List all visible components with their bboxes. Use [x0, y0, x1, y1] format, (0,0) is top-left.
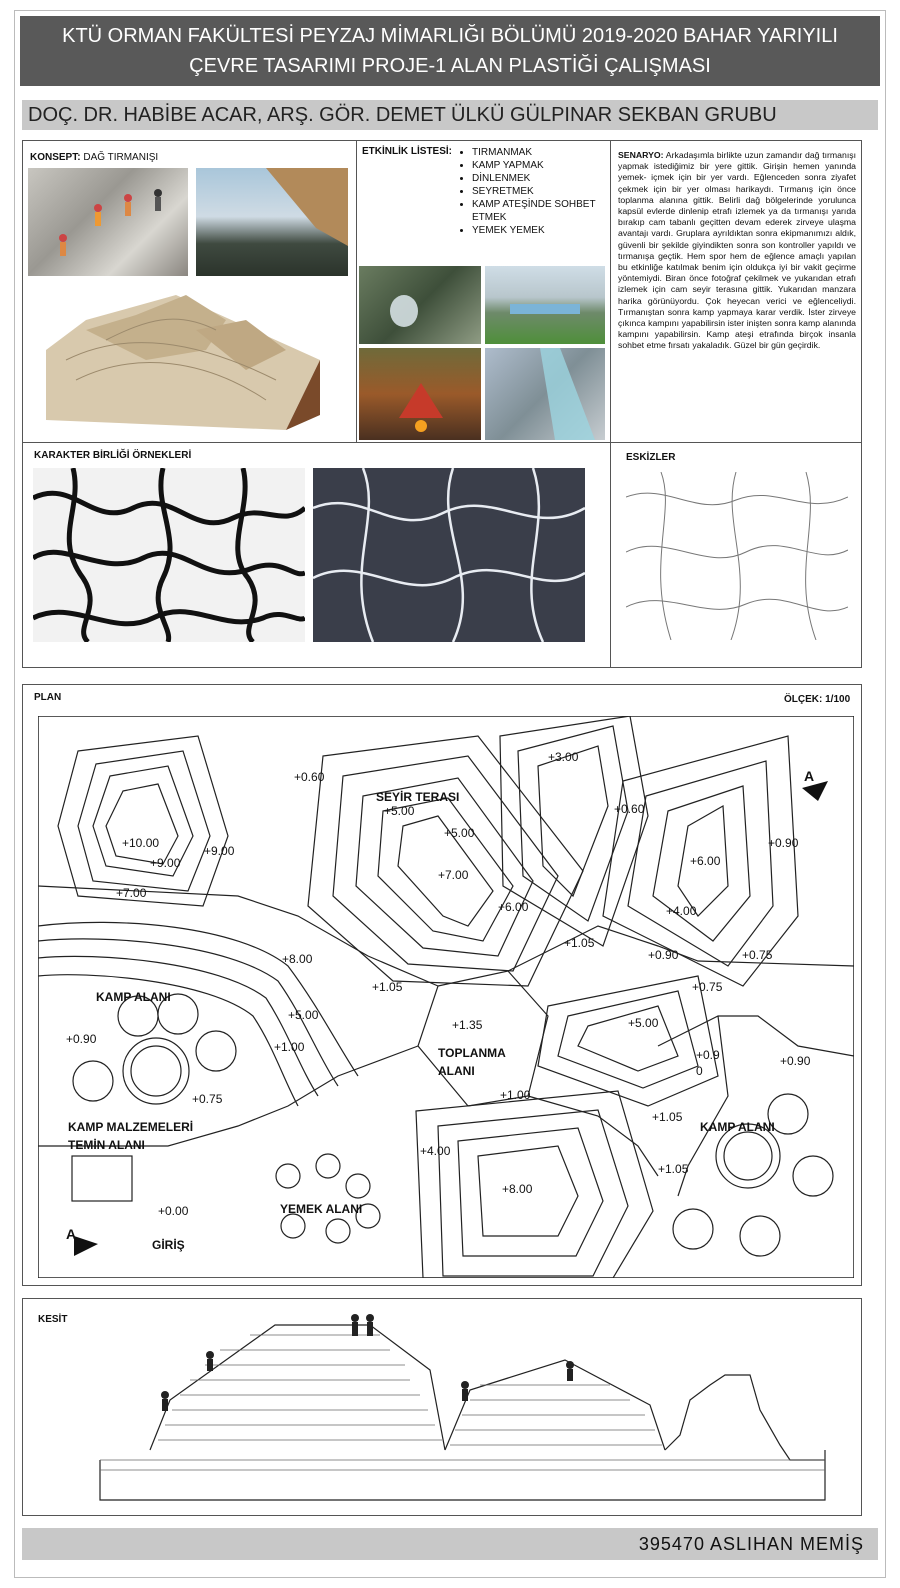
elevation-label: +5.00 — [628, 1016, 659, 1030]
activity-item: • KAMP ATEŞİNDE SOHBET ETMEK — [472, 198, 606, 224]
character-label: KARAKTER BİRLİĞİ ÖRNEKLERİ — [34, 450, 192, 461]
concept-label: KONSEPT: — [30, 152, 81, 163]
elevation-label: +4.00 — [420, 1144, 451, 1158]
glass-terrace-photo — [485, 266, 605, 344]
section-arrow-icon — [74, 1236, 98, 1256]
divider — [610, 140, 611, 668]
area-label: SEYİR TERASI — [376, 790, 460, 804]
title-line-1: KTÜ ORMAN FAKÜLTESİ PEYZAJ MİMARLIĞI BÖLÜMÜ 2019-2020 BAHAR YARIYILI — [62, 25, 838, 47]
cliff-rock-icon — [196, 168, 348, 276]
elevation-label: +6.00 — [690, 854, 721, 868]
divider — [356, 140, 357, 442]
scenario-text: Arkadaşımla birlikte uzun zamandır dağ tırmanışı yapmak istediğimiz bir yere gittik. Girişin hemen yanında yemek- içmek için bir yer vardı. Eğlenceden sonra ziyafet çekmek için bir yer olması harikaydı. Tırmanış için önce toplanma alanına gittik. Belirli dağ bölgelerinde yorulunca kapsül evlerde dinlenip etrafı izlemek ya da tırmanışı yarıda bırakıp cam tabanlı geçitten devam ederek zirveye ulaşma avantajı vardı. Gruplara ayrıldıktan sonra ekipmanımızı aldık, güvenli bir şekilde giyindikten sonra son kontroller yapıldı ve tırmanışa geçtik. Hem spor hem de eğlence amaçlı yapılan bu etkinliğe katılmak benim için oldukça iyi bir vakit geçirme yöntemiydi. Biran önce fotoğraf çekilmek ve yukarıdan etrafı izlemek için cam seyir terasına gittik. Yukarıdan manzara harika görünüyordu. Çok heyecan verici ve eğlenceliydi. Tırmanıştan sonra kamp yapmaya karar verdik. İster zirveye çıkınca kampını yapabilirsin ister inişten sonra kamp alanında kampını yapabilirsin. Kamp ateşi etrafında birçok insanla sohbet etme fırsatı yakaladık. Güzel bir gün geçirdik. — [618, 150, 857, 351]
elevation-label: +7.00 — [116, 886, 147, 900]
area-label: YEMEK ALANI — [280, 1202, 363, 1216]
elevation-label: +8.00 — [282, 952, 313, 966]
walkway-icon — [485, 348, 605, 440]
cliff-photo — [196, 168, 348, 276]
elevation-label: +5.00 — [384, 804, 415, 818]
network-black-icon — [33, 468, 305, 642]
area-label: KAMP ALANI — [96, 990, 171, 1004]
terrain-model-icon — [46, 290, 320, 430]
elevation-label: +0.75 — [742, 948, 773, 962]
elevation-label: +0.90 — [648, 948, 679, 962]
elevation-label: +0.9 — [696, 1048, 720, 1062]
area-label: TEMİN ALANI — [68, 1138, 145, 1152]
activity-item: • SEYRETMEK — [472, 185, 606, 198]
elevation-label: +8.00 — [502, 1182, 533, 1196]
elevation-label: +0.75 — [192, 1092, 223, 1106]
area-label: KAMP ALANI — [700, 1120, 775, 1134]
elevation-label: +0.75 — [692, 980, 723, 994]
plan-label: PLAN — [34, 692, 62, 703]
elevation-label: +3.00 — [548, 750, 579, 764]
elevation-label: +0.90 — [768, 836, 799, 850]
network-cell-icon — [313, 468, 585, 642]
elevation-label: +5.00 — [444, 826, 475, 840]
elevation-label: +6.00 — [498, 900, 529, 914]
elevation-label: +0.60 — [294, 770, 325, 784]
scenario-block — [618, 150, 856, 352]
title-bar — [20, 16, 880, 86]
elevation-label: +9.00 — [204, 844, 235, 858]
elevation-label: +1.35 — [452, 1018, 483, 1032]
campfire-photo — [359, 348, 481, 440]
area-label: ALANI — [438, 1064, 475, 1078]
activity-item: • TIRMANMAK — [472, 146, 606, 159]
concept-value: DAĞ TIRMANIŞI — [83, 152, 159, 163]
activity-item: • KAMP YAPMAK — [472, 159, 606, 172]
section-marker: A — [804, 768, 815, 784]
student-footer: 395470 ASLIHAN MEMİŞ — [22, 1528, 878, 1560]
elevation-label: +0.00 — [158, 1204, 189, 1218]
elevation-label: +5.00 — [288, 1008, 319, 1022]
elevation-label: +1.05 — [658, 1162, 689, 1176]
elevation-label: +1.05 — [652, 1110, 683, 1124]
activity-item: • YEMEK YEMEK — [472, 224, 606, 237]
elevation-label: +1.05 — [564, 936, 595, 950]
plan-scale: ÖLÇEK: 1/100 — [784, 694, 851, 705]
elevation-label: +10.00 — [122, 836, 160, 850]
climbers-icon — [28, 168, 188, 276]
tent-icon — [359, 348, 481, 440]
area-label: KAMP MALZEMELERİ — [68, 1120, 194, 1134]
elevation-label: +0.60 — [614, 802, 645, 816]
elevation-label: 0 — [696, 1064, 703, 1078]
terrain-model-photo — [46, 290, 320, 430]
glass-walkway-photo — [485, 348, 605, 440]
elevation-label: +0.90 — [780, 1054, 811, 1068]
capsule-icon — [359, 266, 481, 344]
title-line-2: ÇEVRE TASARIMI PROJE-1 ALAN PLASTİĞİ ÇALIŞMASI — [189, 55, 711, 77]
elevation-label: +4.00 — [666, 904, 697, 918]
sketch-network-icon — [626, 472, 848, 640]
activities-list — [458, 146, 606, 237]
sketch-drawing — [626, 472, 848, 640]
character-cell-photo — [313, 468, 585, 642]
section-marker: A — [66, 1226, 77, 1242]
activities-label: ETKİNLİK LİSTESİ: — [362, 146, 452, 157]
area-label: TOPLANMA — [438, 1046, 506, 1060]
elevation-label: +0.90 — [66, 1032, 97, 1046]
elevation-label: +1.00 — [274, 1040, 305, 1054]
section-label: KESİT — [38, 1314, 68, 1325]
climbing-photo — [28, 168, 188, 276]
supervisor-bar: DOÇ. DR. HABİBE ACAR, ARŞ. GÖR. DEMET ÜLKÜ GÜLPINAR SEKBAN GRUBU — [22, 100, 878, 130]
section-drawing — [90, 1310, 830, 1510]
elevation-label: +7.00 — [438, 868, 469, 882]
capsule-house-photo — [359, 266, 481, 344]
activity-item: • DİNLENMEK — [472, 172, 606, 185]
concept-heading — [30, 152, 158, 163]
divider — [22, 442, 862, 443]
terrace-icon — [485, 266, 605, 344]
character-network-photo — [33, 468, 305, 642]
area-label: GİRİŞ — [152, 1238, 185, 1252]
elevation-label: +1.05 — [372, 980, 403, 994]
elevation-label: +9.00 — [150, 856, 181, 870]
scenario-label: SENARYO: — [618, 150, 664, 160]
section-arrow-icon — [802, 781, 828, 801]
elevation-label: +1.00 — [500, 1088, 531, 1102]
sketches-label: ESKİZLER — [626, 452, 676, 463]
